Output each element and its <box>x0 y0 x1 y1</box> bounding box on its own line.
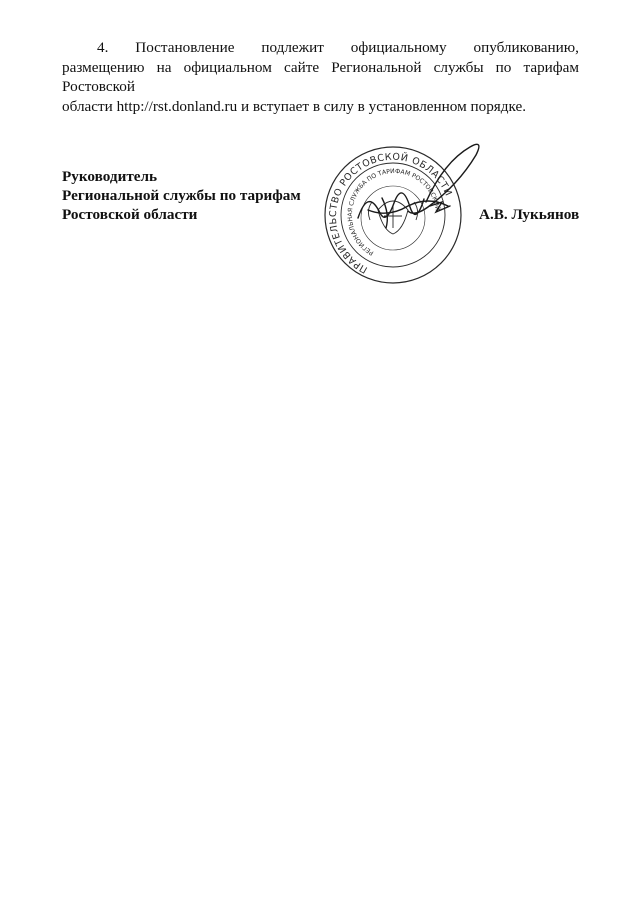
paragraph-line-1 <box>62 38 579 58</box>
seal-outer-text: ПРАВИТЕЛЬСТВО РОСТОВСКОЙ ОБЛАСТИ <box>327 151 454 276</box>
paragraph-line-2: размещению на официальном сайте Региональной службы по тарифам Ростовской <box>62 58 579 95</box>
seal-inner-text: РЕГИОНАЛЬНАЯ СЛУЖБА ПО ТАРИФАМ РОСТОВСКОЙ <box>346 168 441 257</box>
paragraph-line-3: области http://rst.donland.ru и вступает в силу в установленном порядке. <box>62 97 527 115</box>
paragraph-word: Постановление <box>135 39 235 56</box>
signatory-name: А.В. Лукьянов <box>479 206 580 223</box>
paragraph-word: опубликованию, <box>473 39 579 56</box>
paragraph-4 <box>62 38 579 116</box>
paragraph-word: подлежит <box>261 39 324 56</box>
signatory-title-line-3: Ростовской области <box>62 206 198 223</box>
official-seal-with-signature <box>298 140 498 290</box>
signatory-title <box>62 167 301 224</box>
signatory-title-line-2: Региональной службы по тарифам <box>62 187 301 204</box>
seal-graphic <box>298 140 498 290</box>
paragraph-word: официальному <box>350 39 447 56</box>
paragraph-number: 4. <box>97 39 109 56</box>
signatory-title-line-1: Руководитель <box>62 168 158 185</box>
